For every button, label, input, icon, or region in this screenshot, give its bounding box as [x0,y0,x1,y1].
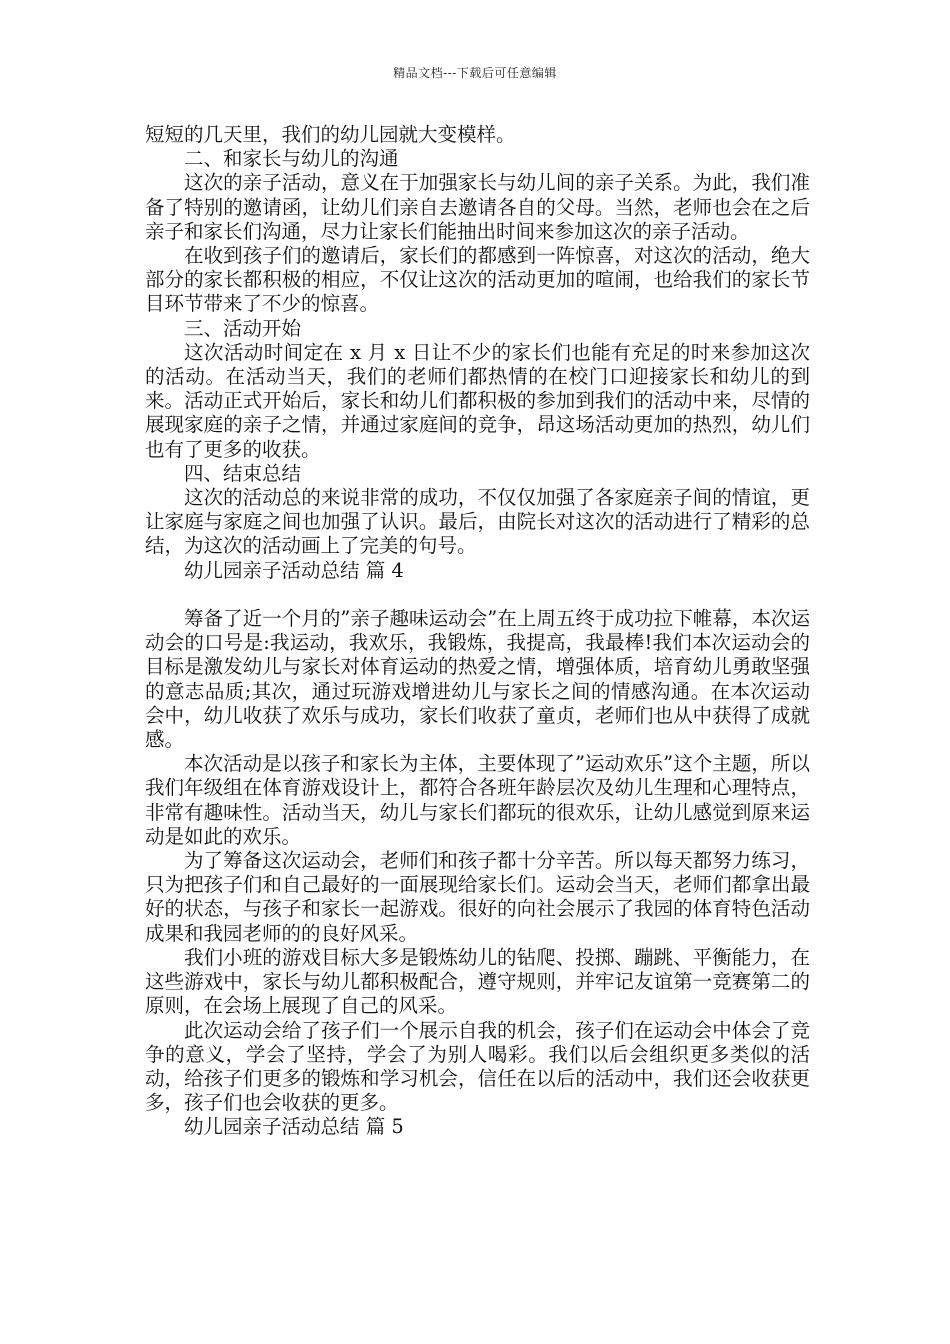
paragraph: 为了筹备这次运动会，老师们和孩子都十分辛苦。所以每天都努力练习，只为把孩子们和自己最好的一面展现给家长们。运动会当天，老师们都拿出最好的状态，与孩子和家长一起游戏。很好的向社会展示了我园的体育特色活动成果和我园老师的的良好风采。 [145,849,810,945]
section-heading: 四、结束总结 [184,461,302,485]
paragraph: 在收到孩子们的邀请后，家长们的都感到一阵惊喜，对这次的活动，绝大部分的家长都积极的相应，不仅让这次的活动更加的喧闹，也给我们的家长节目环节带来了不少的惊喜。 [145,244,810,316]
paragraph: 短短的几天里，我们的幼儿园就大变模样。 [145,123,516,146]
paragraph: 这次的亲子活动，意义在于加强家长与幼儿间的亲子关系。为此，我们准备了特别的邀请函，让幼儿们亲自去邀请各自的父母。当然，老师也会在之后亲子和家长们沟通，尽力让家长们能抽出时间来参加这次的亲子活动。 [145,171,810,243]
blank-line [145,583,810,607]
paragraph: 筹备了近一个月的”亲子趣味运动会”在上周五终于成功拉下帷幕，本次运动会的口号是:我运动，我欢乐，我锻炼，我提高，我最棒!我们本次运动会的目标是激发幼儿与家长对体育运动的热爱之情，增强体质，培育幼儿勇敢坚强的意志品质;其次，通过玩游戏增进幼儿与家长之间的情感沟通。在本次运动会中，幼儿收获了欢乐与成功，家长们收获了童贞，老师们也从中获得了成就感。 [145,607,810,752]
paragraph: 本次活动是以孩子和家长为主体，主要体现了”运动欢乐”这个主题，所以我们年级组在体育游戏设计上，都符合各班年龄层次及幼儿生理和心理特点，非常有趣味性。活动当天，幼儿与家长们都玩的很欢乐，让幼儿感觉到原来运动是如此的欢乐。 [145,752,810,848]
section-heading: 二、和家长与幼儿的沟通 [184,147,399,171]
paragraph: 此次运动会给了孩子们一个展示自我的机会，孩子们在运动会中体会了竞争的意义，学会了坚持，学会了为别人喝彩。我们以后会组织更多类似的活动，给孩子们更多的锻炼和学习机会，信任在以后的活动中，我们还会收获更多，孩子们也会收获的更多。 [145,1018,810,1115]
page-header: 精品文档---下载后可任意编辑 [393,66,557,80]
paragraph: 这次活动时间定在 x 月 x 日让不少的家长们也能有充足的时来参加这次的活动。在活动当天，我们的老师们都热情的在校门口迎接家长和幼儿的到来。活动正式开始后，家长和幼儿们都积极的参加到我们的活动中来，尽情的展现家庭的亲子之情，并通过家庭间的竞争，昂这场活动更加的热烈，幼儿们也有了更多的收获。 [145,340,810,461]
paragraph: 我们小班的游戏目标大多是锻炼幼儿的钻爬、投掷、蹦跳、平衡能力，在这些游戏中，家长与幼儿都积极配合，遵守规则，并牢记友谊第一竞赛第二的原则，在会场上展现了自己的风采。 [145,945,810,1018]
document-body [145,123,810,1140]
article-title: 幼儿园亲子活动总结 篇 4 [184,558,404,582]
article-title: 幼儿园亲子活动总结 篇 5 [184,1115,404,1139]
paragraph: 这次的活动总的来说非常的成功，不仅仅加强了各家庭亲子间的情谊，更让家庭与家庭之间也加强了认识。最后，由院长对这次的活动进行了精彩的总结，为这次的活动画上了完美的句号。 [145,486,810,558]
section-heading: 三、活动开始 [184,316,302,340]
